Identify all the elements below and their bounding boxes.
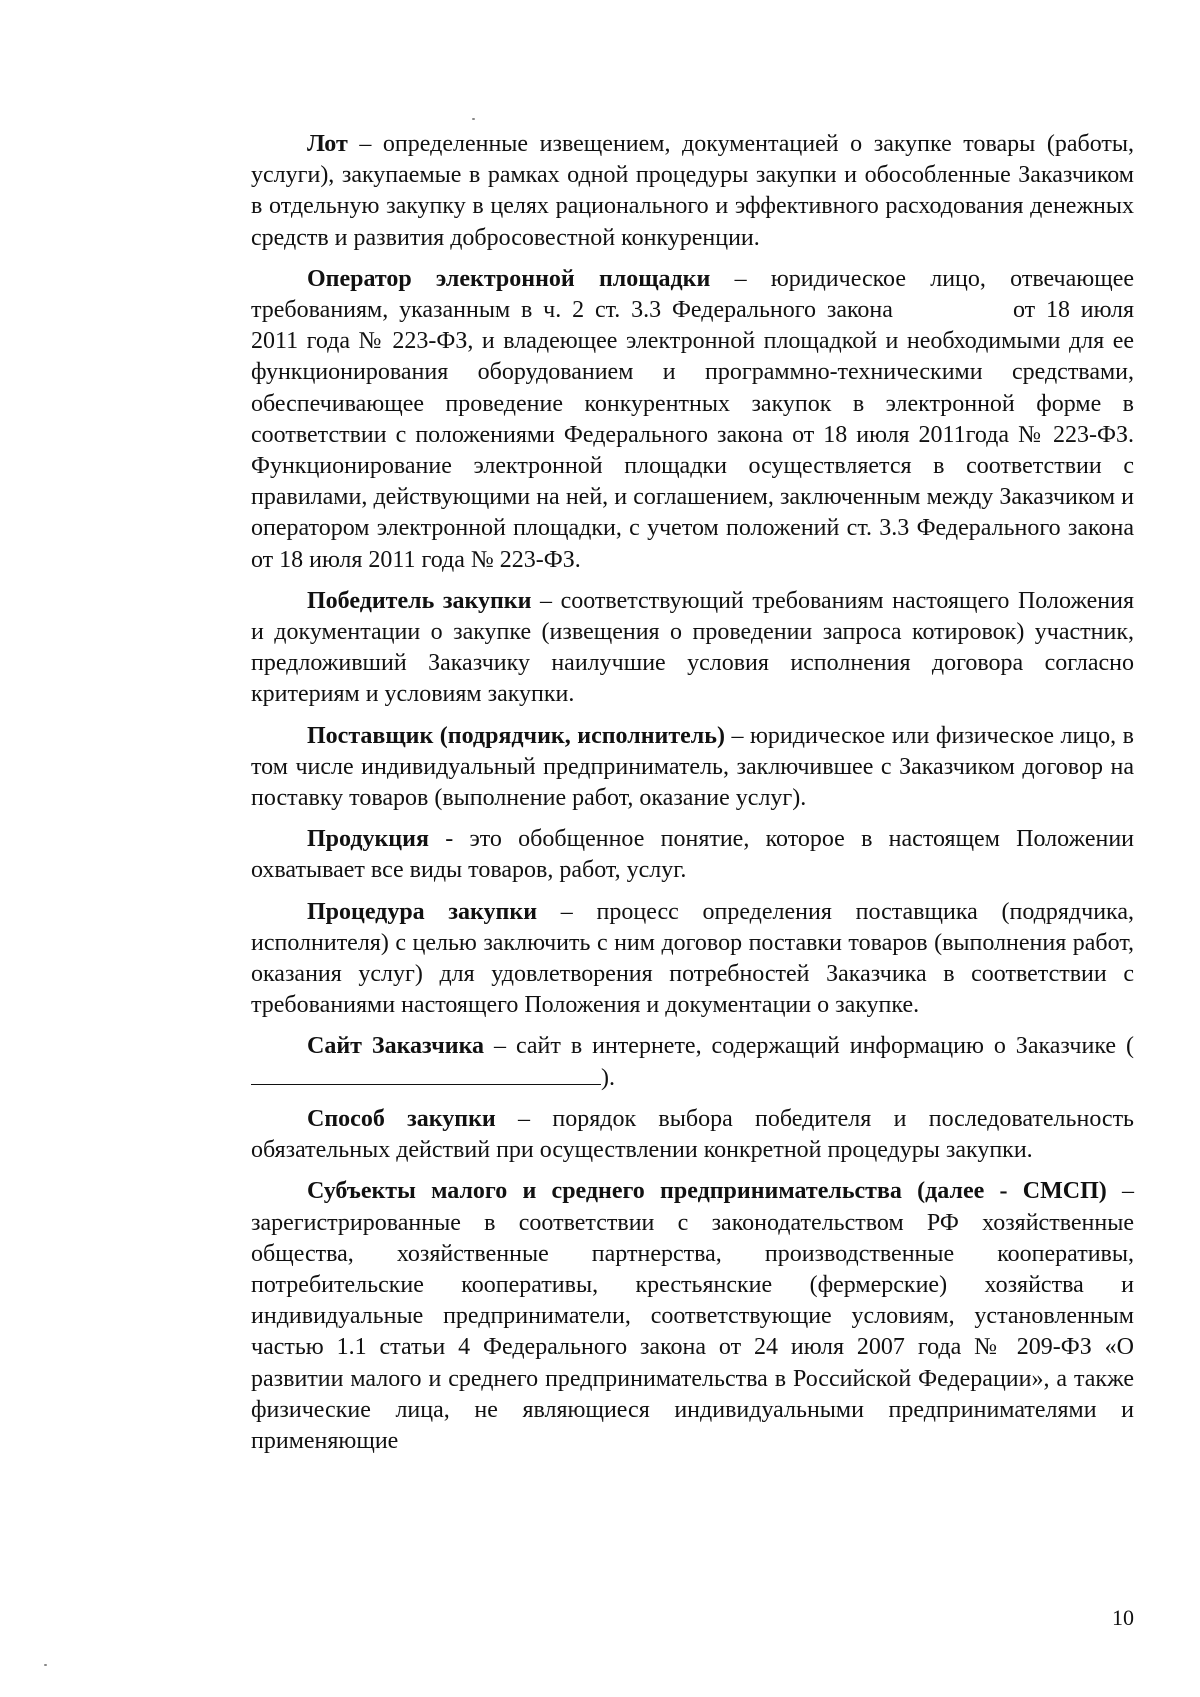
definition-method	[251, 1104, 1134, 1166]
dash: –	[531, 587, 561, 614]
definition-smsp	[251, 1176, 1134, 1457]
definition-winner	[251, 586, 1134, 711]
term: Способ закупки	[307, 1105, 496, 1132]
definition-text: ).	[601, 1064, 615, 1091]
dash: –	[710, 265, 771, 292]
definition-text: юридическое или физическое лицо, в том числе индивидуальный предприниматель, заключившее с Заказчиком договор на поставку товаров (выполнение работ, оказание услуг).	[251, 722, 1134, 812]
term: Победитель закупки	[307, 587, 532, 614]
definition-text: это обобщенное понятие, которое в настоящем Положении охватывает все виды товаров, работ, услуг.	[251, 826, 1134, 884]
definition-lot	[251, 129, 1134, 254]
definition-text: процесс определения поставщика (подрядчика, исполнителя) с целью заключить с ним договор поставки товаров (выполнения работ, оказания услуг) для удовлетворения потребностей Заказчика в соответствии с требованиями настоящего Положения и документации о закупке.	[251, 898, 1134, 1019]
definition-procedure	[251, 897, 1134, 1022]
dash: –	[495, 1105, 553, 1132]
dash: –	[537, 898, 597, 925]
term: Оператор электронной площадки	[307, 265, 711, 292]
definition-text: от 18 июля 2011 года № 223-ФЗ, и владеющее электронной площадкой и необходимыми для ее функционирования оборудованием и программно-техническими средствами, обеспечивающее проведение конкурентных закупок в электронной форме в соответствии с положениями Федерального закона от 18 июля 2011года № 223-ФЗ. Функционирование электронной площадки осуществляется в соответствии с правилами, действующими на ней, и соглашением, заключенным между Заказчиком и оператором электронной площадки, с учетом положений ст. 3.3 Федерального закона от 18 июля 2011 года № 223-ФЗ.	[251, 297, 1134, 573]
definition-text: сайт в интернете, содержащий информацию о Заказчике (	[515, 1033, 1135, 1060]
definition-website	[251, 1031, 1134, 1093]
term: Поставщик (подрядчик, исполнитель)	[307, 722, 725, 749]
definition-text: зарегистрированные в соответствии с законодательством РФ хозяйственные общества, хозяйственные партнерства, производственные кооперативы, потребительские кооперативы, крестьянские (фермерские) хозяйства и индивидуальные предприниматели, соответствующие условиям, установленным частью 1.1 статьи 4 Федерального закона от 24 июля 2007 года № 209-ФЗ «О развитии малого и среднего предпринимательства в Российской Федерации», а также физические лица, не являющиеся индивидуальными предпринимателями и применяющие	[251, 1209, 1134, 1454]
dash: –	[347, 131, 383, 157]
term: Субъекты малого и среднего предпринимательства (далее - СМСП)	[307, 1178, 1107, 1205]
term: Лот	[307, 131, 348, 157]
definition-supplier	[251, 721, 1134, 815]
page-number: 10	[1112, 1605, 1134, 1630]
scan-speck	[472, 118, 475, 120]
document-body	[251, 129, 1134, 1467]
definition-text: порядок выбора победителя и последовательность обязательных действий при осуществлении конкретной процедуры закупки.	[251, 1105, 1134, 1164]
term: Сайт Заказчика	[307, 1033, 485, 1060]
definition-operator	[251, 264, 1134, 576]
definition-product	[251, 824, 1134, 886]
definition-text: юридическое лицо, отвечающее требованиям, указанным в ч. 2 ст. 3.3 Федерального закона	[251, 265, 1134, 324]
dash: –	[484, 1033, 516, 1060]
term: Процедура закупки	[307, 898, 538, 925]
definition-text: соответствующий требованиям настоящего Положения и документации о закупке (извещения о проведении запроса котировок) участник, предложивший Заказчику наилучшие условия исполнения договора согласно критериям и условиям закупки.	[251, 587, 1134, 708]
blank-underline	[251, 1066, 601, 1085]
dash: –	[1106, 1178, 1134, 1205]
dash: -	[428, 826, 470, 853]
dash: –	[724, 722, 750, 749]
scan-speck	[44, 1664, 47, 1666]
term: Продукция	[307, 826, 429, 853]
definition-text: определенные извещением, документацией о закупке товары (работы, услуги), закупаемые в рамках одной процедуры закупки и обособленные Заказчиком в отдельную закупку в целях рационального и эффективного расходования денежных средств и развития добросовестной конкуренции.	[251, 131, 1134, 251]
